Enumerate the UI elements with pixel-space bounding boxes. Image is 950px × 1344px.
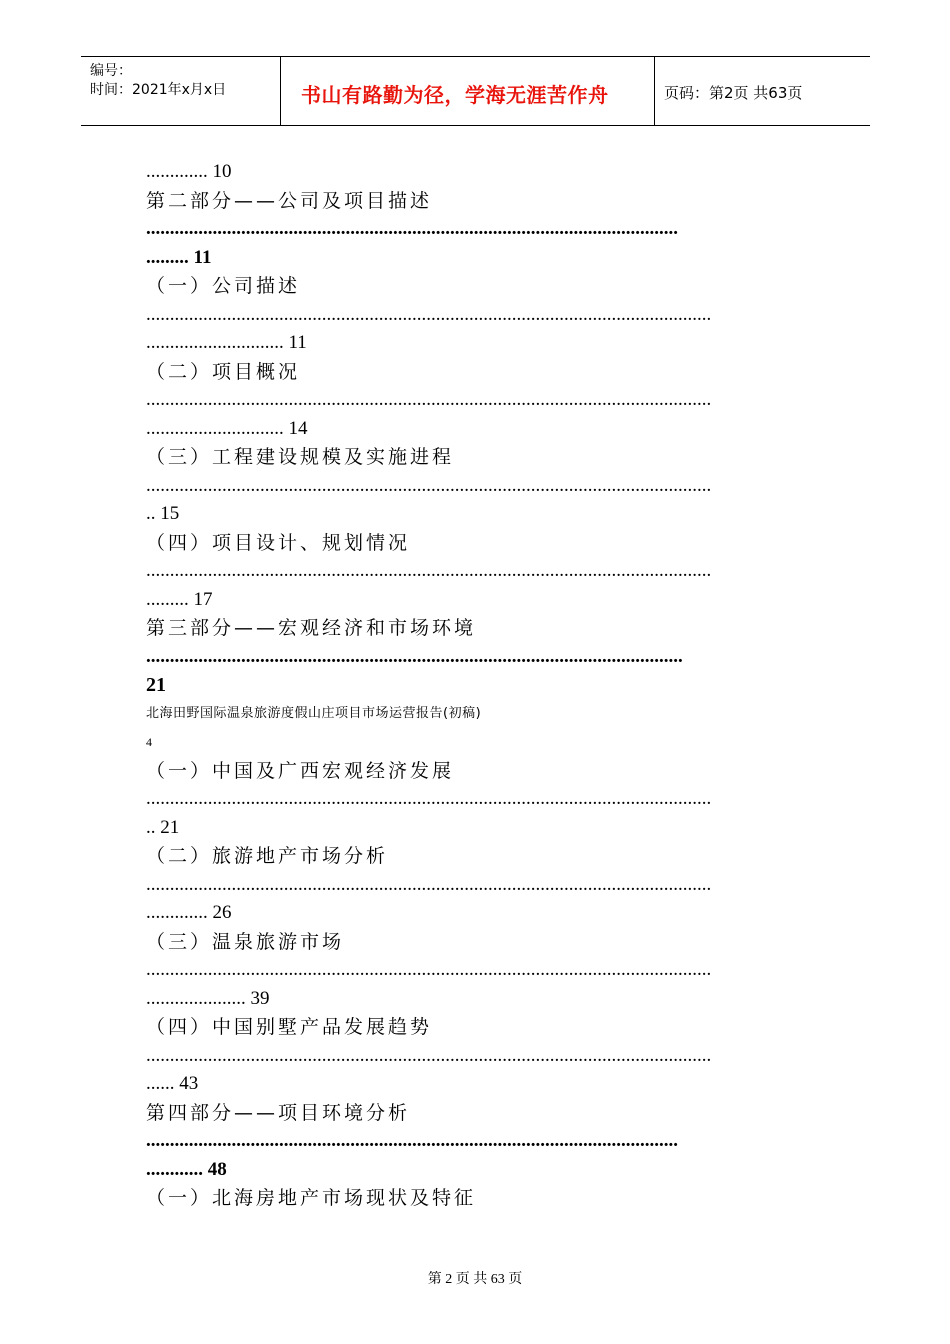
toc-entry-title: 第四部分——项目环境分析 — [146, 1101, 411, 1124]
toc-leader-line: ............................. 14 — [146, 417, 308, 439]
toc-entry-title: （三）温泉旅游市场 — [146, 930, 345, 953]
running-title: 北海田野国际温泉旅游度假山庄项目市场运营报告(初稿) — [146, 705, 482, 721]
header-meta-cell — [81, 57, 281, 125]
toc-entry-title: （三）工程建设规模及实施进程 — [146, 446, 455, 468]
toc-entry-title: （一）北海房地产市场现状及特征 — [146, 1187, 477, 1209]
time-label: 时间：2021年x月x日 — [90, 82, 227, 98]
table-of-contents — [146, 158, 816, 1213]
toc-leader-line: ................................................................................................................ — [146, 1130, 678, 1151]
toc-leader-line: ............................. 11 — [146, 332, 307, 353]
toc-leader-line: ............. 26 — [146, 902, 232, 923]
toc-leader-line: ....................................................................................................................... — [146, 560, 712, 581]
toc-leader-line: ............. 10 — [146, 161, 232, 182]
toc-leader-line: ....................................................................................................................... — [146, 873, 712, 895]
toc-leader-line: ...... 43 — [146, 1073, 199, 1094]
toc-leader-line: ................................................................................................................ — [146, 218, 678, 239]
header-page-cell — [655, 57, 870, 125]
toc-leader-line: ............ 48 — [146, 1158, 227, 1180]
toc-leader-line: .. 21 — [146, 816, 180, 838]
toc-leader-line: ....................................................................................................................... — [146, 303, 712, 325]
toc-entry-title: （二）旅游地产市场分析 — [146, 845, 389, 867]
number-label: 编号： — [90, 63, 132, 79]
toc-page-number: 21 — [146, 674, 166, 696]
toc-entry-title: （四）中国别墅产品发展趋势 — [146, 1016, 433, 1038]
toc-leader-line: .. 15 — [146, 503, 180, 524]
running-page-number: 4 — [146, 735, 152, 749]
toc-leader-line: ..................... 39 — [146, 987, 270, 1009]
toc-entry-title: （四）项目设计、规划情况 — [146, 531, 411, 554]
toc-leader-line: ....................................................................................................................... — [146, 959, 712, 980]
toc-entry-title: （一）公司描述 — [146, 275, 301, 297]
toc-leader-line: ....................................................................................................................... — [146, 1044, 712, 1066]
toc-entry-title: （二）项目概况 — [146, 360, 301, 383]
toc-entry-title: （一）中国及广西宏观经济发展 — [146, 759, 455, 782]
toc-leader-line: ....................................................................................................................... — [146, 474, 712, 496]
toc-entry-title: 第三部分——宏观经济和市场环境 — [146, 617, 477, 639]
toc-entry-title: 第二部分——公司及项目描述 — [146, 189, 433, 212]
toc-leader-line: ................................................................................................................. — [146, 645, 683, 667]
page-info: 页码：第2页 共63页 — [664, 84, 803, 102]
page-footer: 第 2 页 共 63 页 — [427, 1272, 523, 1287]
motto: 书山有路勤为径，学海无涯苦作舟 — [301, 83, 609, 107]
document-header — [81, 56, 870, 126]
toc-leader-line: ......... 17 — [146, 588, 213, 610]
toc-leader-line: ......... 11 — [146, 246, 212, 268]
toc-leader-line: ....................................................................................................................... — [146, 788, 712, 809]
toc-leader-line: ....................................................................................................................... — [146, 389, 712, 410]
header-motto-cell — [281, 57, 655, 125]
